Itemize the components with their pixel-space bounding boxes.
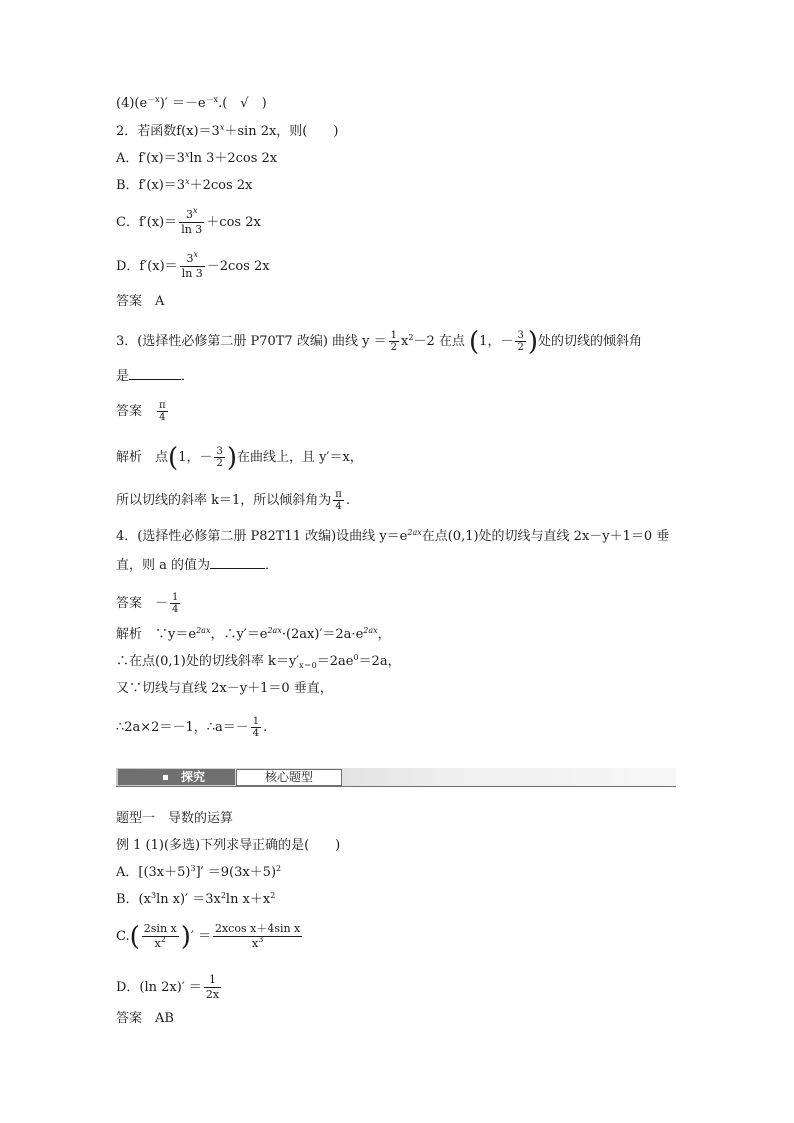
q3-stem-line2: 是 ． (116, 369, 195, 384)
example-option-b: B．($x^3\ln$ $x)' =3x^2\ln$ $x+x^2$ (116, 891, 276, 907)
example-option-a: A．$[(3x+5)^3]' =9(3x+5)^2$ (116, 864, 282, 880)
section-banner (116, 768, 676, 787)
q2-option-b: B．$f'(x)=3^x+2\cos$ 2x (116, 177, 253, 193)
q4-stem-line2: 直，则 a 的值为 ． (116, 558, 279, 573)
q3-answer: 答案 $\frac{\pi}{4}$ (116, 400, 166, 423)
q3-stem: 3．(选择性必修第二册 P70T7 改编) 曲线 y ＝ $\frac{1}{2}$ $x^2-2$ 在点 (1，－ $\frac{3}{2}$ )处的切线的倾斜角 (116, 327, 642, 357)
q4-analysis-3: 又∵切线与直线 2x－y＋1＝0 垂直， (116, 681, 333, 696)
example-1: 例 1 (1)(多选)下列求导正确的是( ) (116, 838, 341, 853)
q2-option-c: C．f′(x)＝ $\frac{3^x}{\ln 3}$ ＋cos 2x (116, 206, 261, 236)
example-option-d: D．(ln 2x)′ ＝ $\frac{1}{2x}$ (116, 973, 220, 1001)
q2-option-d: D．f′(x)＝ $\frac{3^x}{\ln 3}$ －2cos 2x (116, 250, 270, 280)
q3-analysis-2: 所以切线的斜率 k＝1，所以倾斜角为 $\frac{\pi}{4}$ . (116, 489, 350, 512)
q4-analysis-4: ∴2a×2＝－1，∴a＝－ $\frac{1}{4}$ . (116, 716, 268, 739)
q2-answer: 答案 A (116, 294, 165, 309)
q2-option-a: A．$f'(x)=3^x\ln$ 3＋2cos 2x (116, 150, 278, 166)
section-title: 题型一 导数的运算 (116, 811, 234, 826)
banner-divider (116, 786, 676, 787)
q4-answer-blank (210, 556, 265, 569)
q4-analysis-1: 解析 $\because y=e^{2ax}$，$\therefore y'=e^{2ax}\cdot(2ax)'=2a\cdot e^{2ax}$， (116, 626, 391, 642)
banner-tab-core: 核心题型 (236, 769, 342, 786)
example-answer: 答案 AB (116, 1011, 174, 1026)
q3-answer-blank (129, 367, 181, 380)
q4-stem: 4．(选择性必修第二册 P82T11 改编)设曲线 $y=e^{2ax}$在点(0,1)处的切线与直线 2x－y＋1＝0 垂 (116, 528, 670, 544)
q3-analysis-1: 解析 点(1，－ $\frac{3}{2}$ )在曲线上，且 y′＝x， (116, 443, 363, 473)
banner-square-icon (163, 775, 168, 780)
q4-analysis-2: ∴在点(0,1)处的切线斜率 $k=y'_{x=0}=2ae^0=2a$， (116, 653, 401, 670)
example-option-c: C.( $\frac{\text{2sin x}}{x^2}$ )′ ＝ $\frac{\text{2xcos x＋4sin x}}{x^3}$ (116, 922, 301, 952)
banner-tab-explore: 探究 (118, 769, 235, 785)
q4-answer: 答案 － $\frac{1}{4}$ (116, 592, 179, 615)
q1-item4: $(4)(e^{-x})' =-e^{-x}$.( √ ) (116, 95, 267, 111)
q2-stem: 2．若函数$f(x)=3^x+\sin$ 2x，则( ) (116, 123, 339, 139)
